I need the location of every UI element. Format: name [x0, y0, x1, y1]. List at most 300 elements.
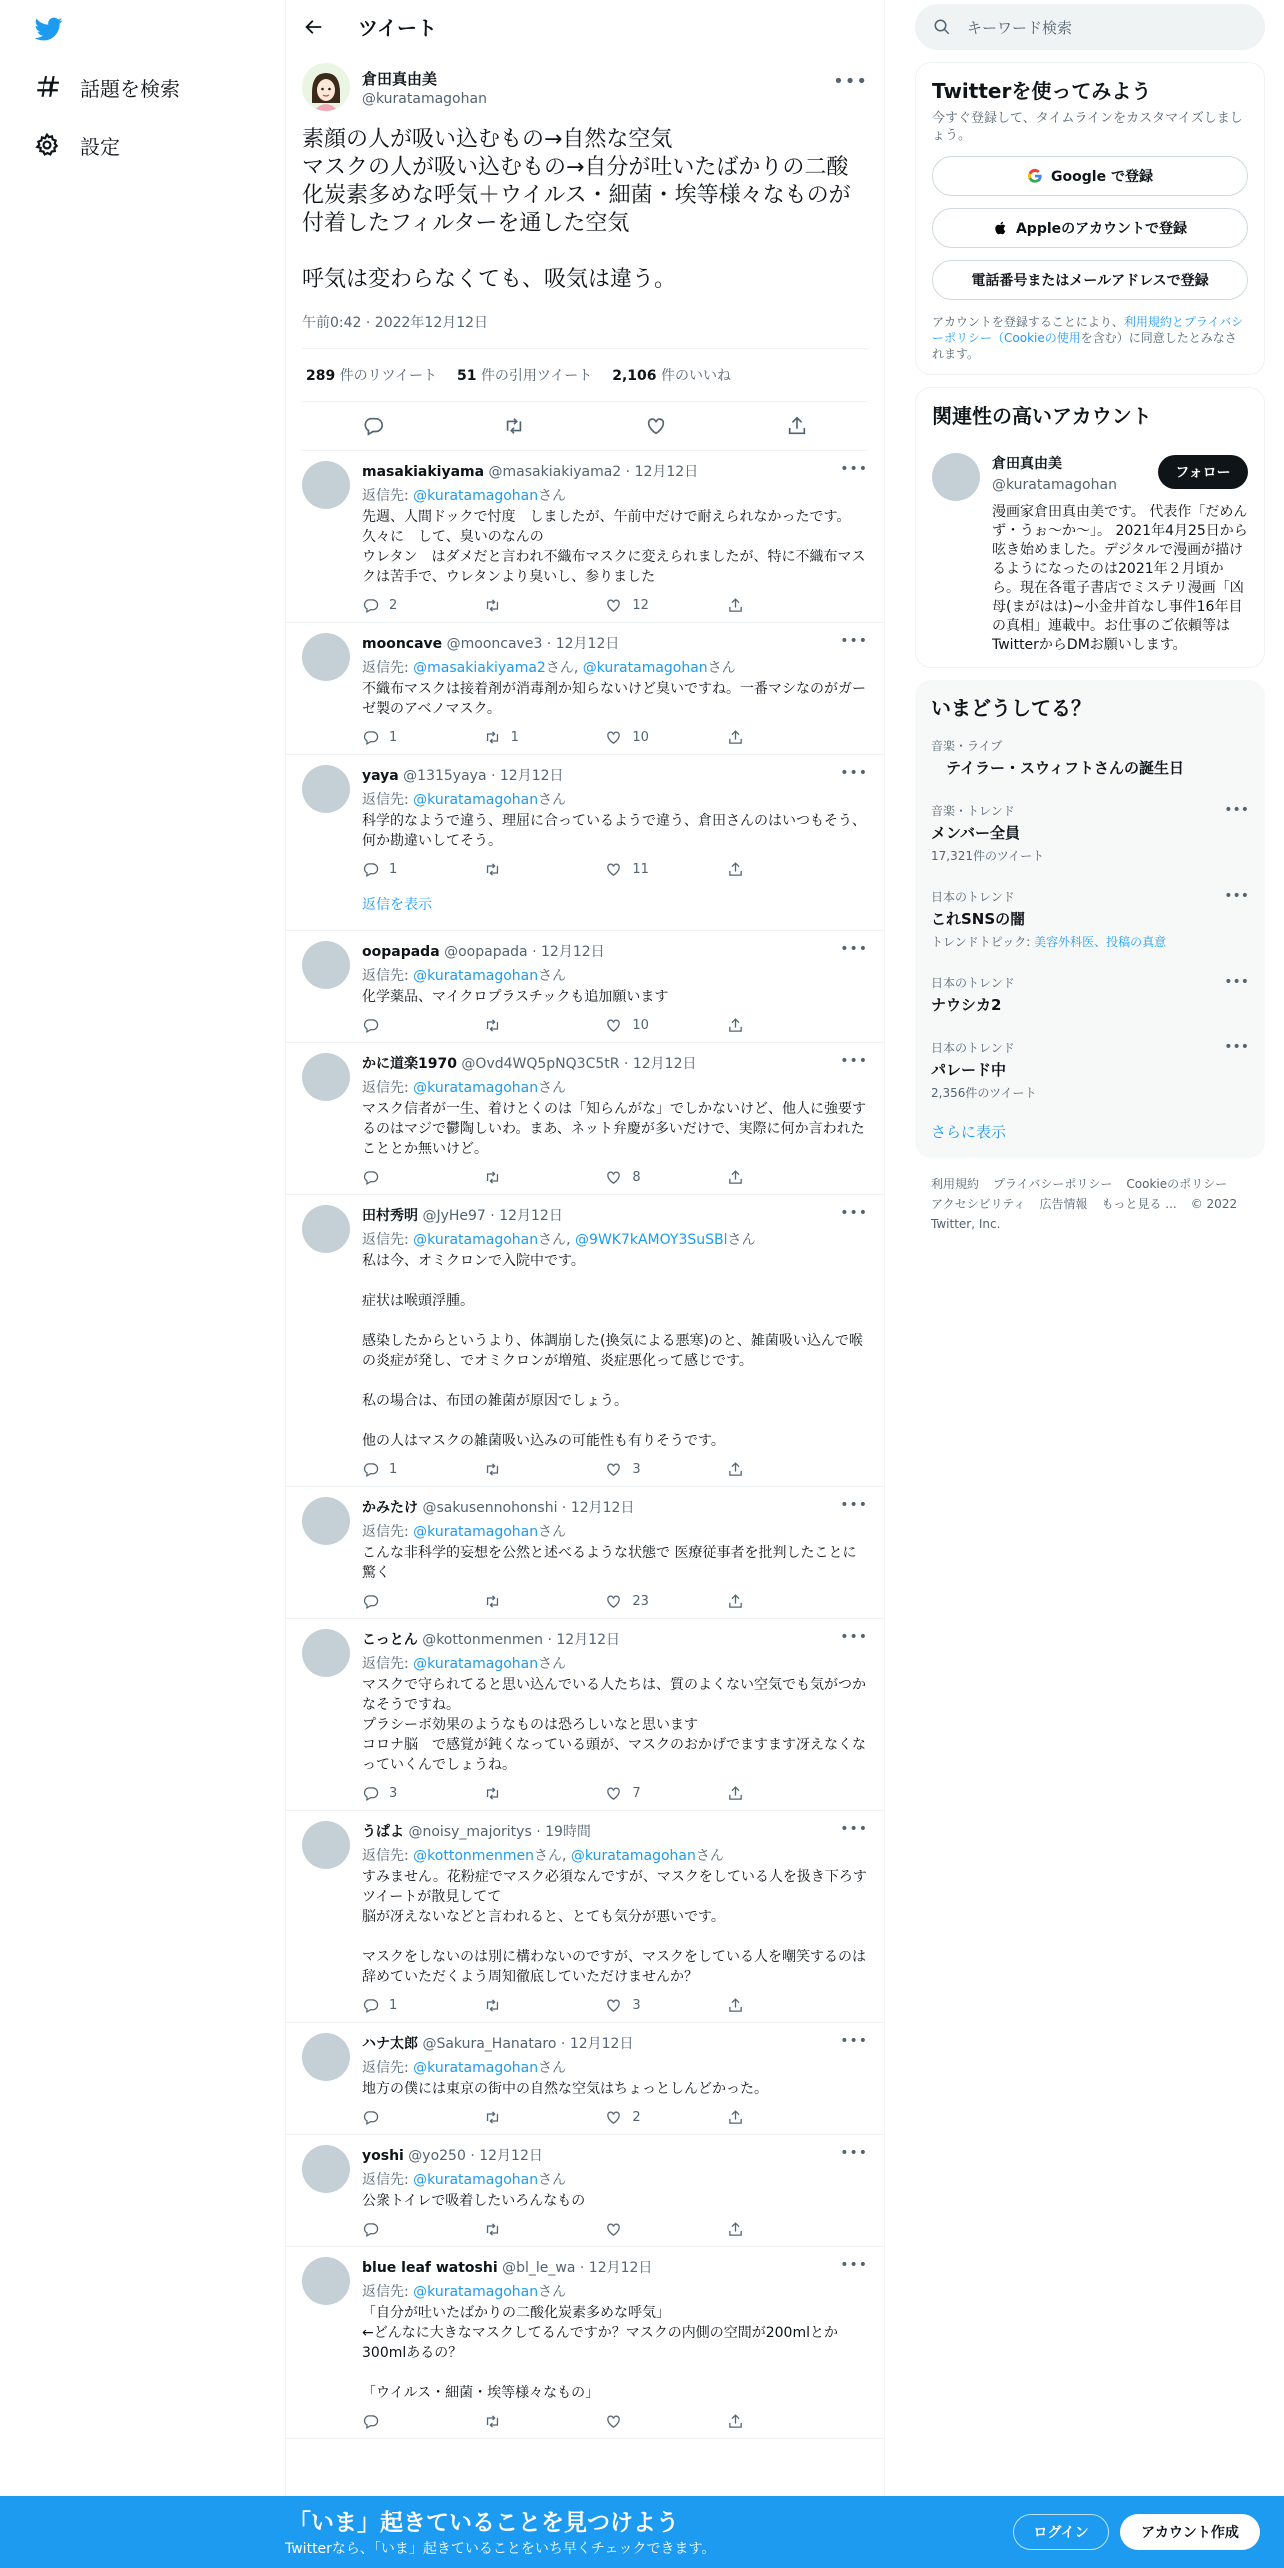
reply-user-name[interactable]: うぱよ — [362, 1824, 404, 1840]
reply-text: マスク信者が一生、着けとくのは「知らんがな」でしかないけど、他人に強要するのはマジで鬱陶しいわ。まあ、ネット弁慶が多いだけで、実際に何か言われたこととか無いけど。 — [362, 1101, 866, 1157]
share-icon — [727, 1169, 744, 1186]
like-count: 12 — [632, 598, 649, 613]
reply-user-handle[interactable]: @oopapada — [444, 944, 528, 960]
reply-to-link[interactable]: @kuratamagohan — [413, 1232, 539, 1248]
reply-to-line: 返信先: @kuratamagohanさん — [362, 968, 567, 984]
reply-date[interactable]: 12月12日 — [499, 1208, 563, 1224]
login-button[interactable]: ログイン — [1013, 2514, 1109, 2550]
more-options-icon[interactable]: ••• — [840, 765, 868, 781]
retweet-icon — [484, 2221, 501, 2238]
avatar[interactable] — [302, 1821, 350, 1869]
reply-user-name[interactable]: yoshi — [362, 2148, 404, 2164]
reply-actions — [362, 1169, 787, 1186]
like-button[interactable] — [605, 597, 665, 614]
share-button[interactable] — [727, 1461, 787, 1478]
reply-to-link[interactable]: @kuratamagohan — [413, 2060, 539, 2076]
like-icon — [605, 1593, 622, 1610]
reply-button[interactable] — [362, 2109, 422, 2126]
related-account-name[interactable]: 倉田真由美 — [992, 456, 1062, 472]
like-count: 7 — [632, 1786, 641, 1801]
reply-to-line: 返信先: @kottonmenmenさん, @kuratamagohanさん — [362, 1848, 724, 1864]
reply-tweet[interactable] — [286, 1811, 884, 2023]
reply-body — [362, 633, 868, 746]
like-button[interactable] — [605, 1593, 665, 1610]
reply-user-handle[interactable]: @kottonmenmen — [422, 1632, 544, 1648]
phone-email-signup-label: 電話番号またはメールアドレスで登録 — [971, 273, 1209, 289]
like-icon — [605, 1169, 622, 1186]
like-count: 3 — [632, 1462, 641, 1477]
reply-to-line: 返信先: @kuratamagohanさん — [362, 2172, 567, 2188]
reply-list — [286, 451, 884, 2439]
search-icon — [933, 18, 951, 36]
reply-tweet[interactable] — [286, 1043, 884, 1195]
apple-signup-button[interactable] — [932, 208, 1248, 248]
more-options-icon[interactable]: ••• — [840, 633, 868, 649]
twitter-logo-icon[interactable] — [33, 15, 65, 43]
avatar[interactable] — [302, 2033, 350, 2081]
more-options-icon[interactable]: ••• — [840, 461, 868, 477]
reply-tweet[interactable] — [286, 1619, 884, 1811]
avatar-illustration-icon — [302, 63, 350, 111]
like-icon — [605, 597, 622, 614]
like-count-stat[interactable]: 2,106 件のいいね — [612, 368, 731, 384]
like-count: 23 — [632, 1594, 649, 1609]
reply-user-handle[interactable]: @Ovd4WQ5pNQ3C5tR — [461, 1056, 620, 1072]
related-title: 関連性の高いアカウント — [932, 404, 1152, 428]
share-icon — [727, 1017, 744, 1034]
reply-button[interactable] — [362, 2413, 422, 2430]
more-options-icon[interactable]: ••• — [840, 1497, 868, 1513]
footer-link[interactable]: © 2022 Twitter, Inc. — [931, 1197, 1238, 1231]
trend-name: ナウシカ2 — [931, 996, 1002, 1014]
avatar[interactable] — [302, 1205, 350, 1253]
like-button[interactable] — [605, 1997, 665, 2014]
like-icon — [605, 1461, 622, 1478]
reply-user-name[interactable]: mooncave — [362, 636, 443, 652]
retweet-button[interactable] — [484, 2413, 544, 2430]
retweet-icon — [484, 1593, 501, 1610]
retweet-button[interactable] — [484, 1997, 544, 2014]
google-signup-button[interactable] — [932, 156, 1248, 196]
trend-item[interactable] — [931, 962, 1249, 1027]
reply-icon — [362, 2221, 379, 2238]
reply-user-handle[interactable]: @masakiakiyama2 — [488, 464, 622, 480]
reply-tweet[interactable] — [286, 2135, 884, 2247]
reply-to-link[interactable]: @kuratamagohan — [413, 1524, 539, 1540]
retweet-button[interactable] — [484, 1593, 544, 1610]
more-options-icon[interactable]: ••• — [840, 2257, 868, 2273]
trend-context: 日本のトレンド — [931, 1041, 1015, 1055]
reply-to-link[interactable]: @kuratamagohan — [413, 792, 539, 808]
bottom-signup-bar — [0, 2496, 1284, 2568]
avatar[interactable] — [302, 63, 350, 111]
focal-tweet — [286, 53, 884, 451]
share-button[interactable] — [727, 2221, 787, 2238]
reply-button[interactable] — [362, 1785, 422, 1802]
share-button[interactable] — [727, 2109, 787, 2126]
reply-user-handle[interactable]: @yo250 — [408, 2148, 466, 2164]
retweet-button[interactable] — [484, 2221, 544, 2238]
share-button[interactable] — [727, 1997, 787, 2014]
reply-to-link[interactable]: @masakiakiyama2 — [413, 660, 546, 676]
like-icon — [605, 1017, 622, 1034]
reply-date[interactable]: 12月12日 — [569, 2036, 634, 2052]
trend-name: メンバー全員 — [931, 824, 1020, 842]
like-icon — [605, 2109, 622, 2126]
apple-icon — [993, 220, 1008, 236]
show-more-link[interactable]: さらに表示 — [931, 1123, 1007, 1141]
nav-explore[interactable] — [34, 67, 180, 107]
avatar[interactable] — [302, 1053, 350, 1101]
left-navigation — [0, 0, 285, 2568]
reply-header: oopapada @oopapada · 12月12日 — [362, 944, 605, 960]
reply-user-handle[interactable]: @mooncave3 — [446, 636, 543, 652]
reply-body — [362, 1053, 868, 1186]
signup-subtitle: 今すぐ登録して、タイムラインをカスタマイズしましょう。 — [932, 111, 1243, 143]
footer-links — [915, 1158, 1265, 1250]
trend-item[interactable] — [931, 1027, 1249, 1113]
share-icon — [727, 2413, 744, 2430]
share-button[interactable] — [727, 729, 787, 746]
reply-user-handle[interactable]: @sakusennohonshi — [422, 1500, 558, 1516]
reply-date[interactable]: 19時間 — [545, 1824, 591, 1840]
like-button[interactable] — [605, 2413, 665, 2430]
like-button[interactable] — [605, 729, 665, 746]
reply-date[interactable]: 12月12日 — [556, 1632, 621, 1648]
reply-to-link[interactable]: @kuratamagohan — [413, 2284, 539, 2300]
reply-date[interactable]: 12月12日 — [570, 1500, 635, 1516]
like-button[interactable] — [605, 1461, 665, 1478]
retweet-icon — [484, 597, 501, 614]
avatar[interactable] — [302, 1629, 350, 1677]
reply-body — [362, 2033, 868, 2126]
like-button[interactable] — [605, 1785, 665, 1802]
share-button[interactable] — [727, 2413, 787, 2430]
reply-date[interactable]: 12月12日 — [499, 768, 564, 784]
footer-link[interactable]: アクセシビリティ — [931, 1197, 1026, 1211]
share-icon — [727, 1997, 744, 2014]
reply-user-name[interactable]: blue leaf watoshi — [362, 2260, 498, 2276]
gear-icon — [34, 132, 60, 158]
trend-context: 音楽・トレンド — [931, 804, 1015, 818]
footer-link[interactable]: 広告情報 — [1039, 1197, 1088, 1211]
more-options-icon[interactable]: ••• — [833, 71, 868, 92]
more-options-icon[interactable]: ••• — [1224, 1039, 1249, 1055]
avatar[interactable] — [302, 765, 350, 813]
reply-button[interactable] — [362, 1169, 422, 1186]
reply-to-line: 返信先: @kuratamagohanさん — [362, 1524, 567, 1540]
reply-actions — [362, 2221, 787, 2238]
share-button[interactable] — [727, 1169, 787, 1186]
reply-body — [362, 1497, 868, 1610]
reply-actions — [362, 1017, 787, 1034]
reply-button[interactable] — [362, 597, 422, 614]
reply-tweet[interactable] — [286, 2247, 884, 2439]
more-options-icon[interactable]: ••• — [840, 2033, 868, 2049]
reply-actions — [362, 1593, 787, 1610]
retweet-button[interactable] — [484, 2109, 544, 2126]
trend-topics: トレンドトピック: 美容外科医、投稿の真意 — [931, 935, 1167, 949]
reply-to-line: 返信先: @kuratamagohanさん — [362, 2060, 567, 2076]
more-options-icon[interactable]: ••• — [1224, 888, 1249, 904]
reply-date[interactable]: 12月12日 — [479, 2148, 543, 2164]
reply-icon[interactable] — [362, 415, 384, 437]
reply-user-handle[interactable]: @noisy_majoritys — [408, 1824, 532, 1840]
trend-context: 日本のトレンド — [931, 976, 1015, 990]
share-button[interactable] — [727, 1785, 787, 1802]
footer-link[interactable]: もっと見る ... — [1101, 1197, 1177, 1211]
reply-button[interactable] — [362, 861, 422, 878]
right-sidebar — [915, 0, 1265, 1250]
retweet-button[interactable] — [484, 1461, 544, 1478]
reply-tweet[interactable] — [286, 623, 884, 755]
trend-name: テイラー・スウィフトさんの誕生日 — [931, 759, 1185, 777]
reply-text: 科学的なようで違う、理屈に合っているようで違う、倉田さんのはいつもそう、何か勘違いしてそう。 — [362, 813, 866, 849]
retweet-button[interactable] — [484, 1017, 544, 1034]
reply-tweet[interactable] — [286, 755, 884, 886]
share-icon — [727, 861, 744, 878]
reply-tweet[interactable] — [286, 451, 884, 623]
search-input[interactable]: キーワード検索 — [967, 18, 1073, 37]
like-button[interactable] — [605, 2221, 665, 2238]
focal-user — [302, 63, 868, 111]
page-header — [286, 0, 884, 53]
reply-date[interactable]: 12月12日 — [541, 944, 605, 960]
reply-to-link[interactable]: @kuratamagohan — [413, 2172, 539, 2188]
hashtag-icon — [34, 74, 60, 100]
share-icon — [727, 1785, 744, 1802]
reply-actions — [362, 729, 787, 746]
reply-text: こんな非科学的妄想を公然と述べるような状態で 医療従事者を批判したことに驚く — [362, 1545, 857, 1581]
share-icon[interactable] — [786, 415, 808, 437]
reply-header: うぱよ @noisy_majoritys · 19時間 — [362, 1824, 591, 1840]
follow-button[interactable]: フォロー — [1158, 455, 1248, 489]
more-options-icon[interactable]: ••• — [1224, 974, 1249, 990]
reply-header: 田村秀明 @JyHe97 · 12月12日 — [362, 1208, 563, 1224]
reply-icon — [362, 861, 379, 878]
reply-button[interactable] — [362, 1997, 422, 2014]
show-replies-link[interactable]: 返信を表示 — [286, 886, 884, 931]
reply-icon — [362, 2109, 379, 2126]
reply-to-link[interactable]: @kuratamagohan — [570, 1848, 696, 1864]
reply-icon — [362, 1593, 379, 1610]
reply-user-name[interactable]: masakiakiyama — [362, 464, 485, 480]
reply-button[interactable] — [362, 1461, 422, 1478]
reply-to-link[interactable]: @kuratamagohan — [413, 968, 539, 984]
trend-name: これSNSの闇 — [931, 910, 1026, 928]
share-button[interactable] — [727, 1017, 787, 1034]
tweet-stats — [302, 349, 868, 402]
reply-tweet[interactable] — [286, 931, 884, 1043]
reply-date[interactable]: 12月12日 — [632, 1056, 697, 1072]
focal-user-handle[interactable]: @kuratamagohan — [362, 90, 487, 107]
retweet-button[interactable] — [484, 861, 544, 878]
more-options-icon[interactable]: ••• — [840, 941, 868, 957]
trends-card — [915, 680, 1265, 1158]
reply-user-name[interactable]: かに道楽1970 — [362, 1056, 457, 1072]
reply-count: 1 — [389, 730, 398, 745]
terms-link[interactable]: 利用規約とプライバシーポリシー（Cookieの使用 — [932, 315, 1244, 345]
reply-to-link[interactable]: @kuratamagohan — [582, 660, 708, 676]
reply-tweet[interactable] — [286, 2023, 884, 2135]
share-icon — [727, 2109, 744, 2126]
signup-legal-text: アカウントを登録することにより、利用規約とプライバシーポリシー（Cookieの使用を含む）に同意したとみなされます。 — [932, 315, 1244, 361]
signup-button[interactable]: アカウント作成 — [1120, 2514, 1260, 2550]
retweet-button[interactable] — [484, 729, 544, 746]
avatar[interactable] — [302, 1497, 350, 1545]
footer-link[interactable]: プライバシーポリシー — [993, 1177, 1113, 1191]
reply-user-name[interactable]: yaya — [362, 768, 399, 784]
footer-link[interactable]: Cookieのポリシー — [1126, 1177, 1228, 1191]
reply-button[interactable] — [362, 1017, 422, 1034]
like-icon — [605, 1785, 622, 1802]
reply-to-link[interactable]: @kuratamagohan — [413, 488, 539, 504]
trend-item[interactable] — [931, 790, 1249, 876]
more-options-icon[interactable]: ••• — [840, 1053, 868, 1069]
reply-user-name[interactable]: oopapada — [362, 944, 440, 960]
trend-item[interactable] — [931, 876, 1249, 962]
share-icon — [727, 1593, 744, 1610]
reply-count: 2 — [389, 598, 398, 613]
reply-count: 1 — [389, 1998, 398, 2013]
reply-icon — [362, 1461, 379, 1478]
reply-user-name[interactable]: こっとん — [362, 1632, 418, 1648]
share-button[interactable] — [727, 861, 787, 878]
nav-settings-label: 設定 — [80, 134, 120, 159]
like-count: 11 — [632, 862, 649, 877]
reply-body — [362, 2257, 868, 2430]
more-options-icon[interactable]: ••• — [840, 2145, 868, 2161]
trend-count: 17,321件のツイート — [931, 849, 1045, 863]
reply-to-link[interactable]: @9WK7kAMOY3SuSBl — [575, 1232, 728, 1248]
share-icon — [727, 729, 744, 746]
like-button[interactable] — [605, 2109, 665, 2126]
nav-settings[interactable] — [34, 125, 120, 165]
reply-user-handle[interactable]: @Sakura_Hanataro — [422, 2036, 557, 2052]
trend-count: 2,356件のツイート — [931, 1086, 1037, 1100]
share-icon — [727, 1461, 744, 1478]
reply-header: ハナ太郎 @Sakura_Hanataro · 12月12日 — [362, 2036, 634, 2052]
reply-body — [362, 2145, 868, 2238]
reply-date[interactable]: 12月12日 — [634, 464, 699, 480]
reply-icon — [362, 1997, 379, 2014]
retweet-button[interactable] — [484, 1785, 544, 1802]
reply-text: 不織布マスクは接着剤が消毒剤か知らないけど臭いですね。一番マシなのがガーゼ製のアベノマスク。 — [362, 681, 866, 717]
reply-header: こっとん @kottonmenmen · 12月12日 — [362, 1632, 621, 1648]
share-button[interactable] — [727, 1593, 787, 1610]
reply-count: 3 — [389, 1786, 398, 1801]
quote-count-stat[interactable]: 51 件の引用ツイート — [457, 368, 593, 384]
avatar[interactable] — [302, 2145, 350, 2193]
like-count: 3 — [632, 1998, 641, 2013]
more-options-icon[interactable]: ••• — [1224, 802, 1249, 818]
retweet-icon — [484, 729, 501, 746]
focal-tweet-text: 素顔の人が吸い込むもの→自然な空気 マスクの人が吸い込むもの→自分が吐いたばかりの二酸化炭素多めな呼気＋ウイルス・細菌・埃等様々なものが付着したフィルターを通した空気 呼気は変わらなくても、吸気は違う。 — [302, 127, 851, 292]
retweet-icon — [484, 2109, 501, 2126]
focal-user-name[interactable]: 倉田真由美 — [362, 69, 438, 88]
reply-user-name[interactable]: 田村秀明 — [362, 1208, 418, 1224]
reply-user-handle[interactable]: @1315yaya — [403, 768, 487, 784]
reply-button[interactable] — [362, 729, 422, 746]
avatar[interactable] — [302, 941, 350, 989]
retweet-count: 1 — [510, 730, 519, 745]
more-options-icon[interactable]: ••• — [840, 1821, 868, 1837]
more-options-icon[interactable]: ••• — [840, 1629, 868, 1645]
reply-text: 先週、人間ドックで忖度 しましたが、午前中だけで耐えられなかったです。久々に して、臭いのなんの ウレタン はダメだと言われ不織布マスクに変えられましたが、特に不織布マスクは苦手で、ウレタンより臭いし、参りました — [362, 509, 866, 585]
like-button[interactable] — [605, 861, 665, 878]
retweet-count-stat[interactable]: 289 件のリツイート — [306, 368, 437, 384]
retweet-button[interactable] — [484, 1169, 544, 1186]
reply-body — [362, 1205, 868, 1478]
retweet-button[interactable] — [484, 597, 544, 614]
retweet-icon — [484, 1997, 501, 2014]
trend-item[interactable] — [931, 725, 1249, 790]
reply-tweet[interactable] — [286, 1195, 884, 1487]
apple-signup-label: Appleのアカウントで登録 — [1015, 221, 1188, 237]
reply-to-link[interactable]: @kuratamagohan — [413, 1656, 539, 1672]
related-accounts-card — [915, 387, 1265, 668]
reply-to-line: 返信先: @kuratamagohanさん, @9WK7kAMOY3SuSBlさん — [362, 1232, 756, 1248]
reply-to-link[interactable]: @kottonmenmen — [413, 1848, 535, 1864]
more-options-icon[interactable]: ••• — [840, 1205, 868, 1221]
retweet-icon — [484, 1017, 501, 1034]
related-account-handle[interactable]: @kuratamagohan — [992, 477, 1117, 493]
reply-text: 地方の僕には東京の街中の自然な空気はちょっとしんどかった。 — [362, 2081, 768, 2097]
reply-user-handle[interactable]: @bl_le_wa — [502, 2260, 576, 2276]
avatar[interactable] — [302, 461, 350, 509]
share-button[interactable] — [727, 597, 787, 614]
related-account-bio: 漫画家倉田真由美です。 代表作「だめんず・うぉ～か～」。 2021年4月25日から呟き始めました。デジタルで漫画が描けるようになったのは2021年２月頃から。現在各電子書店でミステリ漫画「凶母(まがはは)~小金井首なし事件16年目の真相」連載中。お仕事のご依頼等はTwitterからDMお願いします。 — [992, 504, 1248, 653]
avatar[interactable] — [302, 633, 350, 681]
like-button[interactable] — [605, 1017, 665, 1034]
avatar[interactable] — [932, 453, 980, 501]
reply-actions — [362, 861, 787, 878]
search-box[interactable] — [915, 4, 1265, 50]
reply-tweet[interactable] — [286, 1487, 884, 1619]
reply-user-name[interactable]: ハナ太郎 — [362, 2036, 418, 2052]
reply-button[interactable] — [362, 1593, 422, 1610]
trend-context: 音楽・ライブ — [931, 739, 1003, 753]
reply-icon — [362, 729, 379, 746]
reply-button[interactable] — [362, 2221, 422, 2238]
reply-actions — [362, 597, 787, 614]
like-count: 2 — [632, 2110, 641, 2125]
like-button[interactable] — [605, 1169, 665, 1186]
trend-name: パレード中 — [931, 1061, 1007, 1079]
reply-icon — [362, 1169, 379, 1186]
reply-header: かに道楽1970 @Ovd4WQ5pNQ3C5tR · 12月12日 — [362, 1056, 697, 1072]
back-arrow-icon[interactable] — [302, 16, 324, 38]
reply-header: masakiakiyama @masakiakiyama2 · 12月12日 — [362, 464, 699, 480]
footer-link[interactable]: 利用規約 — [931, 1177, 980, 1191]
retweet-icon[interactable] — [503, 415, 525, 437]
retweet-icon — [484, 1169, 501, 1186]
like-icon[interactable] — [645, 415, 667, 437]
reply-date[interactable]: 12月12日 — [588, 2260, 653, 2276]
phone-email-signup-button[interactable] — [932, 260, 1248, 300]
reply-body — [362, 461, 868, 614]
related-account[interactable] — [932, 445, 1248, 655]
reply-to-link[interactable]: @kuratamagohan — [413, 1080, 539, 1096]
reply-user-name[interactable]: かみたけ — [362, 1500, 418, 1516]
reply-header: mooncave @mooncave3 · 12月12日 — [362, 636, 620, 652]
focal-tweet-time[interactable]: 午前0:42 · 2022年12月12日 — [302, 312, 868, 349]
avatar[interactable] — [302, 2257, 350, 2305]
reply-icon — [362, 597, 379, 614]
trend-topic-link[interactable]: 美容外科医、投稿の真意 — [1034, 935, 1167, 949]
reply-user-handle[interactable]: @JyHe97 — [422, 1208, 486, 1224]
reply-date[interactable]: 12月12日 — [555, 636, 620, 652]
